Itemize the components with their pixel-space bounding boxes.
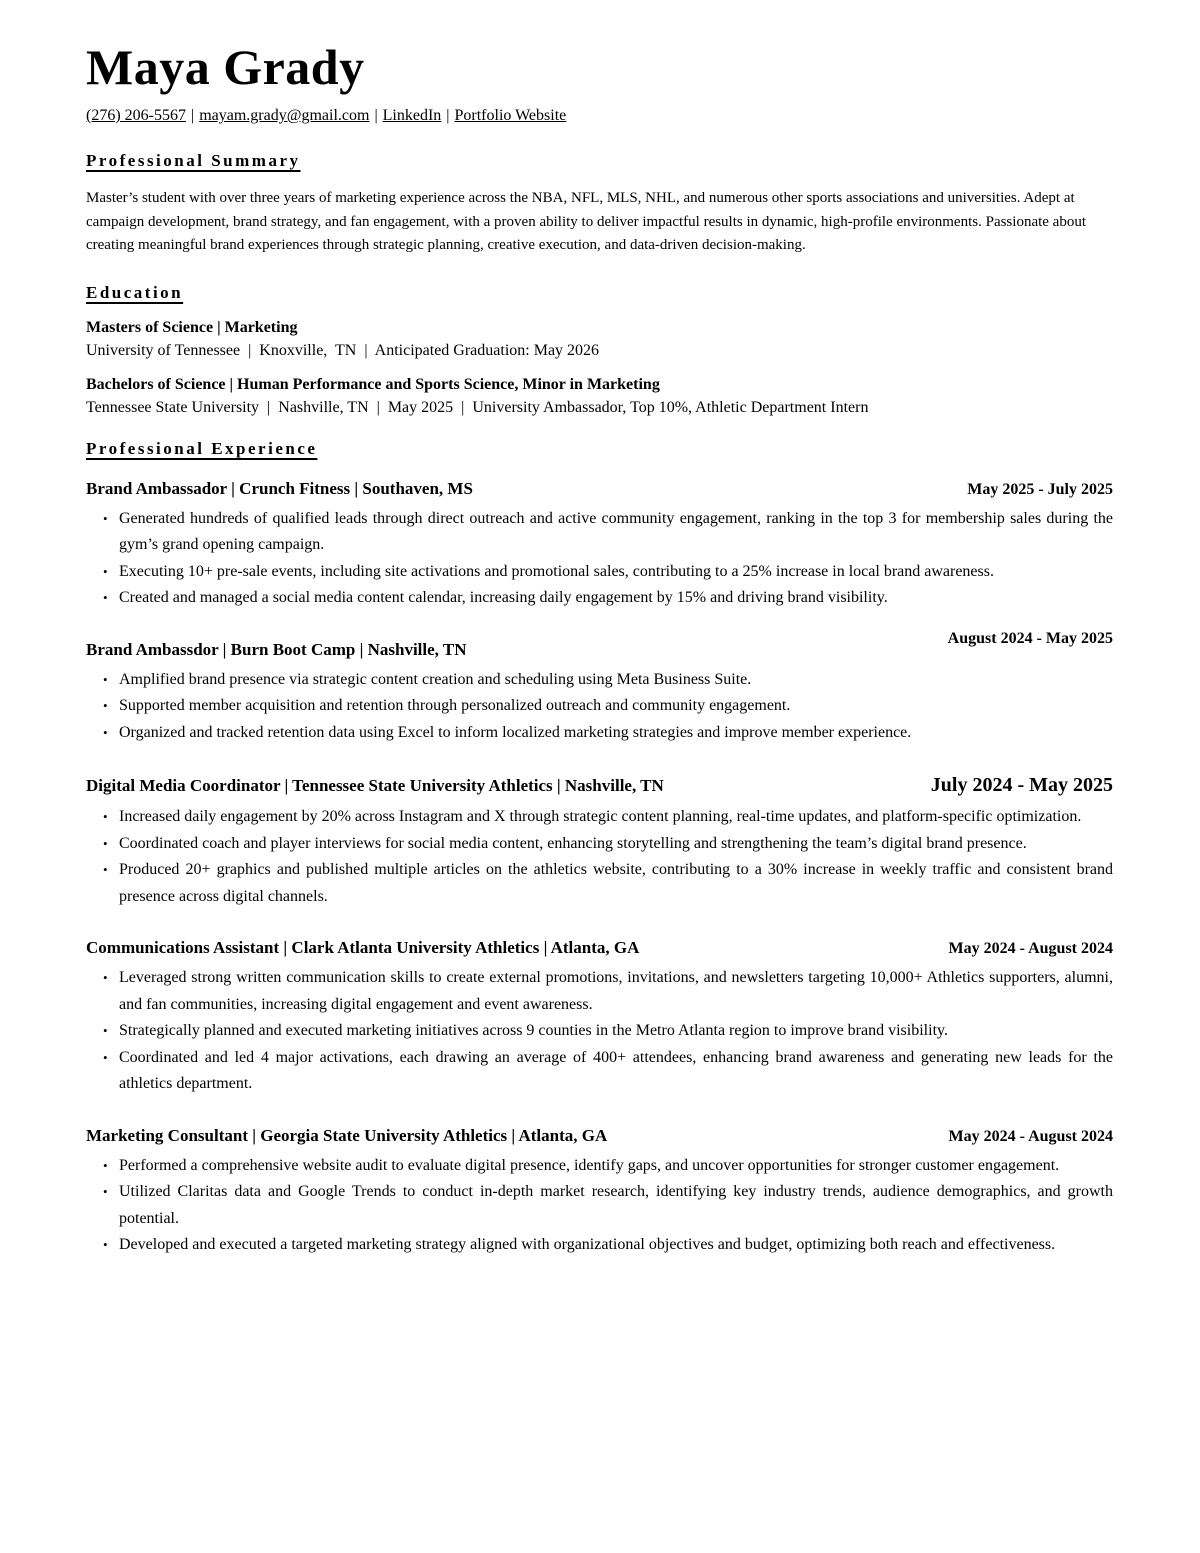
job-dates: May 2025 - July 2025 (967, 480, 1113, 498)
bullet-item: • Performed a comprehensive website audit to evaluate digital presence, identify gaps, and uncover opportunities for stronger customer engagement. (86, 1153, 1113, 1180)
summary-section (86, 151, 1113, 258)
job-entry (86, 629, 1113, 747)
bullet-item: • Coordinated and led 4 major activations, each drawing an average of 400+ attendees, enhancing brand awareness and generating new leads for the athletics department. (86, 1045, 1113, 1098)
summary-text: Master’s student with over three years of marketing experience across the NBA, NFL, MLS, NHL, and numerous other sports associations and universities. Adept at campaign development, brand strategy, and fan engagement, with a proven ability to deliver impactful results in dynamic, high-profile environments. Passionate about creating meaningful brand experiences through strategic planning, creative execution, and data-driven decision-making. (86, 190, 1086, 253)
bullet-item: • Increased daily engagement by 20% across Instagram and X through strategic content planning, real-time updates, and platform-specific optimization. (86, 804, 1113, 831)
job-header (86, 938, 1113, 958)
job-entry (86, 938, 1113, 1098)
job-header (86, 774, 1113, 797)
jobs-list (86, 479, 1113, 1259)
degree-entry (86, 319, 1113, 362)
contact-separator: | (190, 107, 195, 124)
job-bullets (86, 1153, 1113, 1259)
education-list (86, 319, 1113, 419)
experience-section (86, 439, 1113, 1259)
bullet-item: • Executing 10+ pre-sale events, including site activations and promotional sales, contributing to a 25% increase in local brand awareness. (86, 559, 1113, 586)
page-title: Maya Grady (86, 39, 365, 95)
bullet-item: • Organized and tracked retention data using Excel to inform localized marketing strategies and improve member experience. (86, 720, 1113, 747)
job-dates: August 2024 - May 2025 (947, 629, 1113, 647)
bullet-item: • Supported member acquisition and retention through personalized outreach and community engagement. (86, 693, 1113, 720)
degree-title: Masters of Science | Marketing (86, 318, 298, 336)
contact-separator: | (446, 107, 450, 124)
bullet-item: • Produced 20+ graphics and published multiple articles on the athletics website, contributing to a 30% increase in weekly traffic and consistent brand presence across digital channels. (86, 857, 1113, 910)
bullet-item: • Developed and executed a targeted marketing strategy aligned with organizational objectives and budget, optimizing both reach and effectiveness. (86, 1232, 1113, 1259)
job-entry (86, 774, 1113, 910)
job-dates: May 2024 - August 2024 (948, 940, 1113, 957)
bullet-item: • Leveraged strong written communication skills to create external promotions, invitations, and newsletters targeting 10,000+ Athletics supporters, alumni, and fan communities, increasing digital engagement and event awareness. (86, 965, 1113, 1018)
linkedin-link[interactable]: LinkedIn (382, 107, 442, 124)
experience-heading: Professional Experience (86, 438, 318, 458)
education-section (86, 283, 1113, 419)
job-title: Digital Media Coordinator | Tennessee State University Athletics | Nashville, TN (86, 776, 664, 795)
job-title: Brand Ambassdor | Burn Boot Camp | Nashville, TN (86, 639, 467, 659)
job-title: Marketing Consultant | Georgia State University Athletics | Atlanta, GA (86, 1125, 608, 1145)
contact-line (86, 107, 1113, 125)
education-heading: Education (86, 282, 184, 302)
degree-details: Tennessee State University | Nashville, TN | May 2025 | University Ambassador, Top 10%, Athletic Department Intern (86, 398, 869, 416)
bullet-item: • Utilized Claritas data and Google Trends to conduct in-depth market research, identifying key industry trends, audience demographics, and growth potential. (86, 1179, 1113, 1232)
job-header (86, 629, 1113, 660)
job-header (86, 479, 1113, 499)
degree-details: University of Tennessee | Knoxville, TN | Anticipated Graduation: May 2026 (86, 341, 600, 359)
job-dates: May 2024 - August 2024 (948, 1127, 1113, 1145)
email-link[interactable]: mayam.grady@gmail.com (199, 107, 370, 124)
phone-link[interactable]: (276) 206-5567 (86, 107, 186, 124)
contact-separator: | (374, 107, 378, 124)
portfolio-link[interactable]: Portfolio Website (454, 107, 567, 124)
bullet-item: • Created and managed a social media content calendar, increasing daily engagement by 15% and driving brand visibility. (86, 585, 1113, 612)
job-bullets (86, 506, 1113, 612)
job-entry (86, 479, 1113, 612)
job-dates: July 2024 - May 2025 (930, 774, 1113, 796)
job-header (86, 1126, 1113, 1146)
degree-entry (86, 376, 1113, 419)
bullet-item: • Coordinated coach and player interviews for social media content, enhancing storytelling and strengthening the team’s digital brand presence. (86, 831, 1113, 858)
bullet-item: • Amplified brand presence via strategic content creation and scheduling using Meta Business Suite. (86, 667, 1113, 694)
bullet-item: • Generated hundreds of qualified leads through direct outreach and active community engagement, ranking in the top 3 for membership sales during the gym’s grand opening campaign. (86, 506, 1113, 559)
job-bullets (86, 965, 1113, 1098)
summary-heading: Professional Summary (86, 151, 301, 170)
job-title: Brand Ambassador | Crunch Fitness | Southaven, MS (86, 478, 473, 498)
job-title: Communications Assistant | Clark Atlanta University Athletics | Atlanta, GA (86, 938, 640, 957)
job-bullets (86, 667, 1113, 747)
bullet-item: • Strategically planned and executed marketing initiatives across 9 counties in the Metro Atlanta region to improve brand visibility. (86, 1018, 1113, 1045)
degree-title: Bachelors of Science | Human Performance and Sports Science, Minor in Marketing (86, 375, 660, 393)
job-bullets (86, 804, 1113, 910)
job-entry (86, 1126, 1113, 1259)
